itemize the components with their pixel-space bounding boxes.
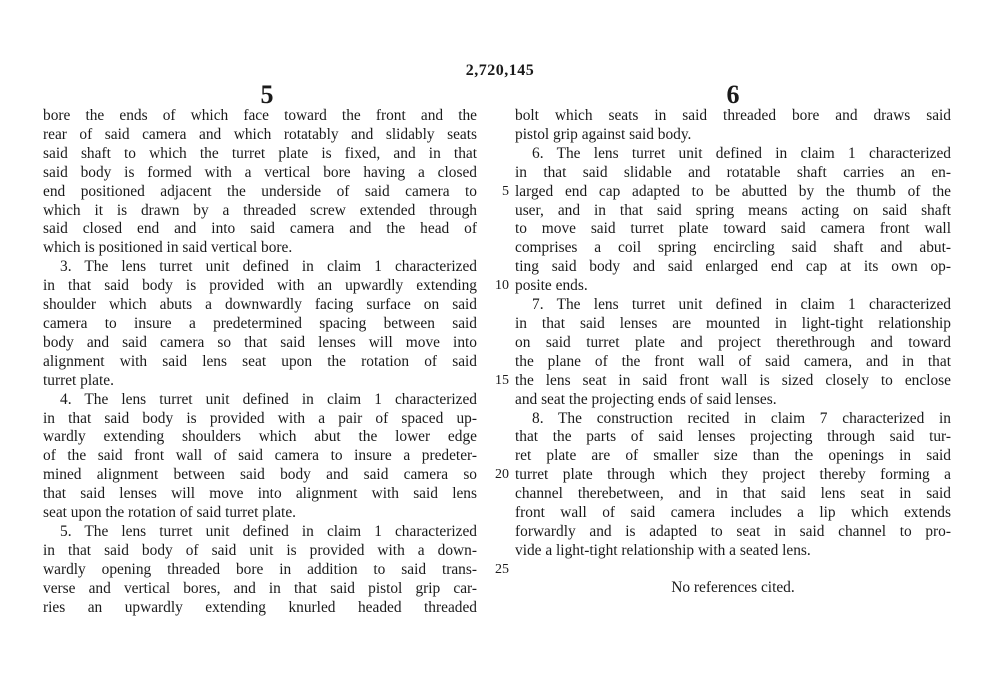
text-line: that the parts of said lenses projecting through said tur- <box>515 428 951 446</box>
text-line: which it is drawn by a threaded screw extended through <box>43 201 477 219</box>
left-column-number: 5 <box>260 80 274 109</box>
margin-line-number: 10 <box>495 278 509 294</box>
text-line: channel therebetween, and in that said lens seat in said <box>515 485 951 503</box>
text-line: end positioned adjacent the underside of said camera to <box>43 182 477 200</box>
text-line: in that said body is provided with an upwardly extending <box>43 277 477 295</box>
right-text-column <box>515 107 951 598</box>
text-line: said body is formed with a vertical bore having a closed <box>43 163 477 181</box>
references-note: No references cited. <box>671 578 795 596</box>
text-line: mined alignment between said body and said camera so <box>43 466 477 484</box>
text-line: front wall of said camera includes a lip which extends <box>515 504 951 522</box>
text-line: in that said slidable and rotatable shaft carries an en- <box>515 163 951 181</box>
text-line: alignment with said lens seat upon the rotation of said <box>43 352 477 370</box>
text-line: and seat the projecting ends of said lenses. <box>515 390 777 408</box>
text-line: bore the ends of which face toward the front and the <box>43 107 477 124</box>
text-line: that said lenses will move into alignment with said lens <box>43 485 477 503</box>
text-line: said closed end and into said camera and the head of <box>43 220 477 238</box>
text-line: comprises a coil spring encircling said shaft and abut- <box>515 239 951 257</box>
text-line: the lens seat in said front wall is sized closely to enclose <box>515 371 951 389</box>
margin-line-number: 20 <box>495 467 509 483</box>
text-line: said shaft to which the turret plate is fixed, and in that <box>43 144 477 162</box>
text-line: pistol grip against said body. <box>515 125 692 143</box>
text-line: 4. The lens turret unit defined in claim 1 characterized <box>60 390 477 408</box>
text-line: camera to insure a predetermined spacing between said <box>43 314 477 332</box>
text-line: turret plate. <box>43 371 114 389</box>
text-line: rear of said camera and which rotatably and slidably seats <box>43 125 477 143</box>
text-line: verse and vertical bores, and in that said pistol grip car- <box>43 579 477 597</box>
text-line: shoulder which abuts a downwardly facing surface on said <box>43 296 477 314</box>
patent-number: 2,720,145 <box>465 62 535 79</box>
text-line: wardly opening threaded bore in addition to said trans- <box>43 560 477 578</box>
text-line: wardly extending shoulders which abut the lower edge <box>43 428 477 446</box>
text-line: ret plate are of smaller size than the openings in said <box>515 447 951 465</box>
text-line: on said turret plate and project therethrough and toward <box>515 333 951 351</box>
text-line: forwardly and is adapted to seat in said channel to pro- <box>515 522 951 540</box>
text-line: vide a light-tight relationship with a seated lens. <box>515 541 811 559</box>
text-line: body and said camera so that said lenses will move into <box>43 333 477 351</box>
text-line: 3. The lens turret unit defined in claim 1 characterized <box>60 258 477 276</box>
text-line: 8. The construction recited in claim 7 characterized in <box>532 409 951 427</box>
text-line: user, and in that said spring means acting on said shaft <box>515 201 951 219</box>
text-line: 6. The lens turret unit defined in claim 1 characterized <box>532 144 951 162</box>
text-line: in that said lenses are mounted in light-tight relationship <box>515 314 951 332</box>
margin-line-number: 15 <box>495 372 509 388</box>
margin-line-number: 5 <box>502 183 509 199</box>
text-line: seat upon the rotation of said turret plate. <box>43 504 297 522</box>
text-line: 5. The lens turret unit defined in claim 1 characterized <box>60 522 477 540</box>
text-line: 7. The lens turret unit defined in claim 1 characterized <box>532 296 951 314</box>
text-line: posite ends. <box>515 277 588 295</box>
text-line: ries an upwardly extending knurled headed threaded <box>43 598 477 616</box>
text-line: in that said body is provided with a pair of spaced up- <box>43 409 477 427</box>
text-line: which is positioned in said vertical bore. <box>43 239 293 257</box>
left-text-column <box>43 107 477 617</box>
text-line: larged end cap adapted to be abutted by the thumb of the <box>515 182 951 200</box>
text-line: of the said front wall of said camera to insure a predeter- <box>43 447 477 465</box>
text-line: in that said body of said unit is provided with a down- <box>43 541 477 559</box>
text-line: the plane of the front wall of said camera, and in that <box>515 352 951 370</box>
margin-line-number: 25 <box>495 561 509 577</box>
text-line: bolt which seats in said threaded bore and draws said <box>515 107 951 124</box>
text-line: turret plate through which they project thereby forming a <box>515 466 951 484</box>
text-line: to move said turret plate toward said camera front wall <box>515 220 951 238</box>
text-line: ting said body and said enlarged end cap at its own op- <box>515 258 951 276</box>
right-column-number: 6 <box>726 80 740 109</box>
